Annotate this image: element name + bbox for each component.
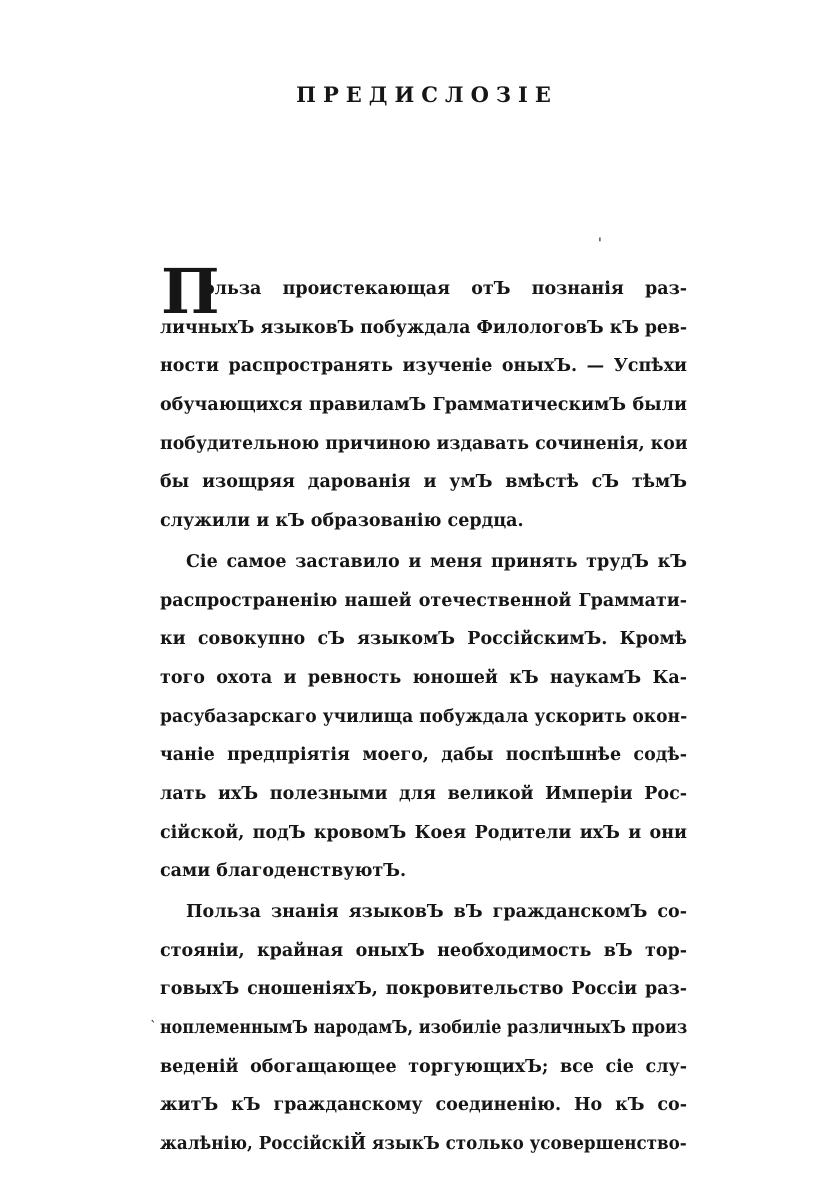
text-line: бы изощряя дарованія и умЪ вмѣстѣ сЪ тѣмЪ <box>160 472 687 493</box>
text-line: сами благоденствуютЪ. <box>160 861 407 882</box>
preface-text <box>160 255 688 1164</box>
text-line: лать ихЪ полезными для великой Имперіи Рос- <box>160 783 687 804</box>
text-line: ки совокупно сЪ языкомЪ РоссійскимЪ. Кромѣ <box>160 629 687 650</box>
drop-cap: П <box>161 255 220 328</box>
text-line: говыхЪ сношеніяхЪ, покровительство Россіи раз- <box>160 979 687 1000</box>
text-line: личныхЪ языковЪ побуждала ФилологовЪ кЪ рев- <box>160 317 688 338</box>
text-line: Польза знанія языковЪ вЪ гражданскомЪ со- <box>186 902 687 922</box>
text-line: Сіе самое заставило и меня принять трудЪ кЪ <box>186 551 687 572</box>
text-line: ольза проистекающая отЪ познанія раз- <box>203 279 687 299</box>
text-line: ноплеменнымЪ народамЪ, изобиліе различныхЪ произ <box>160 1018 688 1039</box>
ink-speck: ' <box>598 236 602 252</box>
text-line: ности распространять изученіе оныхЪ. — Успѣхи <box>160 356 687 377</box>
text-line: чаніе предпріятія моего, дабы поспѣшнѣе содѣ- <box>160 745 687 766</box>
text-line: расубазарскаго училища побуждала ускорить окон- <box>160 706 688 727</box>
text-line: сійской, подЪ кровомЪ Коея Родители ихЪ и они <box>160 822 687 843</box>
text-line: стояніи, крайная оныхЪ необходимость вЪ тор- <box>160 940 687 961</box>
text-line: жалѣнію, РоссійскіЙ языкЪ столько усовершенство- <box>160 1134 687 1155</box>
text-line: служили и кЪ образованію сердца. <box>160 511 524 532</box>
text-line: того охота и ревность юношей кЪ наукамЪ Ка- <box>160 667 687 688</box>
text-line: побудительною причиною издавать сочиненія, кои <box>160 433 688 454</box>
text-line: обучающихся правиламЪ ГрамматическимЪ были <box>160 395 687 416</box>
text-line: веденій обогащающее торгующихЪ; все сіе слу- <box>160 1056 687 1077</box>
ink-speck: ` <box>150 1019 157 1035</box>
page-title: ПРЕДИСЛОЗІЕ <box>296 82 558 107</box>
text-line: распространенію нашей отечественной Граммати- <box>160 590 687 611</box>
text-line: житЪ кЪ гражданскому соединенію. Но кЪ со- <box>160 1095 687 1116</box>
